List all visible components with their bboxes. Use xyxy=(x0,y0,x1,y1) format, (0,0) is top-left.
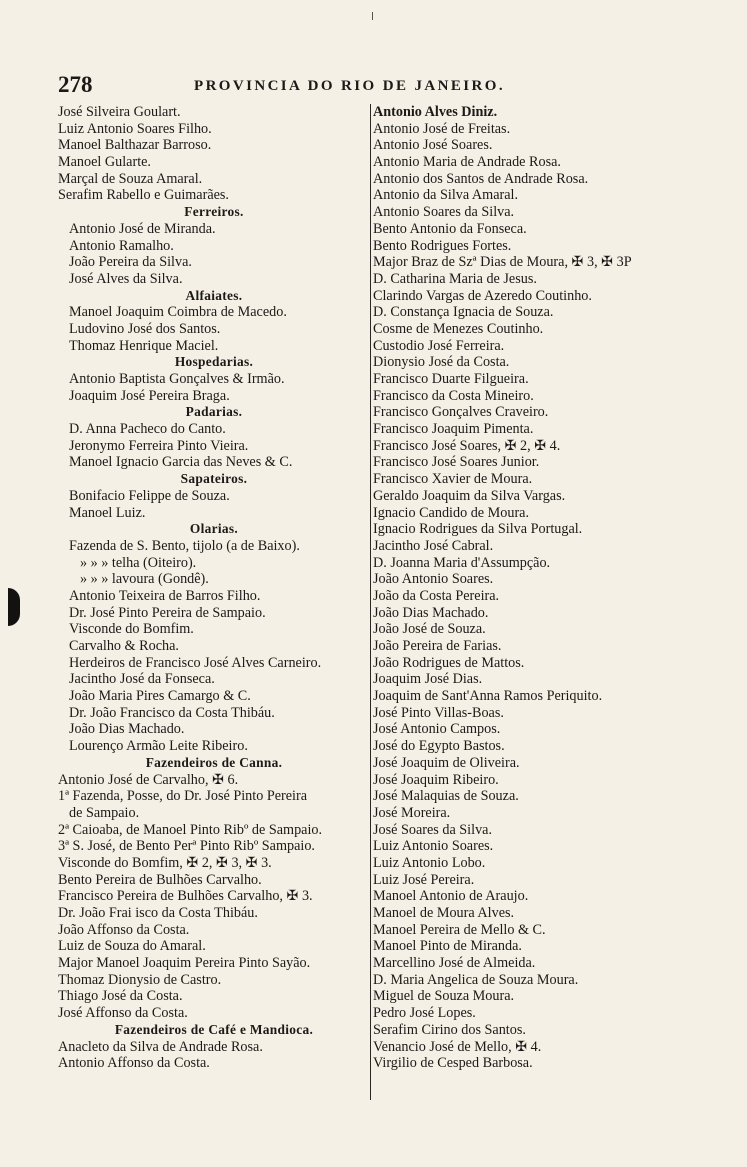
right-column-list-item: D. Maria Angelica de Souza Moura. xyxy=(373,971,579,988)
right-column-list-item: Virgilio de Cesped Barbosa. xyxy=(373,1055,533,1072)
left-column-list-item: Thomaz Dionysio de Castro. xyxy=(58,971,222,988)
right-column-list-item: Jacintho José Cabral. xyxy=(373,537,494,554)
left-column-list-item: Joaquim José Pereira Braga. xyxy=(69,387,230,404)
left-column-list-item: Ludovino José dos Santos. xyxy=(69,320,221,337)
left-column-section-heading: Ferreiros. xyxy=(184,204,244,220)
left-column-list-item: » » » telha (Oiteiro). xyxy=(80,554,197,571)
left-column-list-item: Marçal de Souza Amaral. xyxy=(58,170,203,187)
left-column-list-item: Visconde do Bomfim, ✠ 2, ✠ 3, ✠ 3. xyxy=(58,854,272,871)
right-column-list-item: José Soares da Silva. xyxy=(373,821,493,838)
right-column-list-item: Clarindo Vargas de Azeredo Coutinho. xyxy=(373,287,592,304)
right-column-list-item: Francisco Joaquim Pimenta. xyxy=(373,421,534,438)
right-column-list-item: João Dias Machado. xyxy=(373,604,489,621)
left-column-section-heading: Fazendeiros de Café e Mandioca. xyxy=(114,1021,314,1037)
right-column-list-item: José Joaquim de Oliveira. xyxy=(373,754,520,771)
right-column-list-item: José do Egypto Bastos. xyxy=(373,738,505,755)
right-column-list-item: Custodio José Ferreira. xyxy=(373,337,505,354)
right-column-list-item: Manoel Pereira de Mello & C. xyxy=(373,921,546,938)
right-column-list-item: Francisco José Soares Junior. xyxy=(373,454,540,471)
right-column-list-item: Geraldo Joaquim da Silva Vargas. xyxy=(373,487,566,504)
right-column-list-item: Marcellino José de Almeida. xyxy=(373,955,536,972)
left-column-list-item: José Alves da Silva. xyxy=(69,270,183,287)
left-column-list-item: Bento Pereira de Bulhões Carvalho. xyxy=(58,871,262,888)
right-column-list-item: Francisco Duarte Filgueira. xyxy=(373,371,529,387)
right-column-list-item: Luiz José Pereira. xyxy=(373,871,475,888)
left-column-list-item: Antonio Ramalho. xyxy=(69,237,174,254)
left-column-list-item: Antonio Baptista Gonçalves & Irmão. xyxy=(69,371,285,387)
right-column-list-item: João Rodrigues de Mattos. xyxy=(373,654,525,671)
right-column-list-item: Manoel Antonio de Araujo. xyxy=(373,888,529,905)
scan-artifact-tick xyxy=(372,12,373,20)
right-column-list-item: Antonio Soares da Silva. xyxy=(373,204,515,221)
left-column-list-item: 3ª S. José, de Bento Perª Pinto Ribº Sampaio. xyxy=(58,838,315,855)
right-column-list-item: João José de Souza. xyxy=(373,621,486,638)
left-column-list-item: Visconde do Bomfim. xyxy=(69,621,194,638)
right-column-list-item: Miguel de Souza Moura. xyxy=(373,988,515,1005)
left-column-list-item: Lourenço Armão Leite Ribeiro. xyxy=(69,738,248,755)
left-column-list-item: Luiz Antonio Soares Filho. xyxy=(58,120,212,137)
right-column-list-item: Manoel de Moura Alves. xyxy=(373,905,515,921)
left-column-list-item: Herdeiros de Francisco José Alves Carneiro. xyxy=(69,654,322,671)
left-column-list-item: de Sampaio. xyxy=(69,804,140,821)
right-column-list-item: João Pereira de Farias. xyxy=(373,638,502,654)
left-column-list-item: Antonio Teixeira de Barros Filho. xyxy=(69,587,261,604)
left-column-list-item: 2ª Caioaba, de Manoel Pinto Ribº de Sampaio. xyxy=(58,821,323,838)
right-column-list-item: Francisco Gonçalves Craveiro. xyxy=(373,404,549,421)
left-column-list-item: D. Anna Pacheco do Canto. xyxy=(69,421,226,438)
right-column-list-item: Major Braz de Szª Dias de Moura, ✠ 3, ✠ 3P xyxy=(373,254,632,271)
right-column-list-item: Ignacio Rodrigues da Silva Portugal. xyxy=(373,521,583,538)
page-number: 278 xyxy=(58,72,93,97)
right-column-list-item: José Moreira. xyxy=(373,804,451,821)
right-column-list-item: Bento Antonio da Fonseca. xyxy=(373,220,527,237)
right-column-list-item: Antonio dos Santos de Andrade Rosa. xyxy=(373,170,589,187)
right-column-list-item: Antonio José de Freitas. xyxy=(373,120,511,137)
right-column-list-item: Francisco da Costa Mineiro. xyxy=(373,387,534,404)
right-column-list-item: Antonio da Silva Amaral. xyxy=(373,187,519,204)
right-column-list-item: Venancio José de Mello, ✠ 4. xyxy=(373,1038,542,1055)
right-column-list-item: Cosme de Menezes Coutinho. xyxy=(373,320,544,337)
left-column-list-item: Bonifacio Felippe de Souza. xyxy=(69,487,230,504)
left-column-section-heading: Sapateiros. xyxy=(180,471,248,487)
right-column-list-item: José Antonio Campos. xyxy=(373,721,501,738)
right-column-list-item: Antonio Maria de Andrade Rosa. xyxy=(373,154,561,171)
left-column-list-item: Major Manoel Joaquim Pereira Pinto Sayão. xyxy=(58,955,311,972)
left-column-list-item: Thomaz Henrique Maciel. xyxy=(69,337,219,354)
left-column-list-item: » » » lavoura (Gondê). xyxy=(80,571,209,588)
right-column-list-item: Bento Rodrigues Fortes. xyxy=(373,237,512,254)
binding-edge-mark xyxy=(8,588,20,626)
left-column-list-item: Jeronymo Ferreira Pinto Vieira. xyxy=(69,437,249,454)
right-column-list-item: D. Catharina Maria de Jesus. xyxy=(373,270,537,287)
left-column-list-item: Antonio Affonso da Costa. xyxy=(58,1055,210,1072)
left-column-section-heading: Fazendeiros de Canna. xyxy=(145,754,283,770)
left-column-list-item: Thiago José da Costa. xyxy=(58,988,183,1005)
left-column-list-item: Serafim Rabello e Guimarães. xyxy=(58,187,229,204)
right-column-list-item: Francisco Xavier de Moura. xyxy=(373,471,533,488)
right-column-list-item: José Malaquias de Souza. xyxy=(373,788,519,805)
right-column-list-item: Joaquim de Sant'Anna Ramos Periquito. xyxy=(373,688,603,705)
left-column-list-item: Antonio José de Miranda. xyxy=(69,220,216,237)
left-column-list-item: João Maria Pires Camargo & C. xyxy=(69,688,251,705)
left-column-list-item: Antonio José de Carvalho, ✠ 6. xyxy=(58,771,239,788)
right-column-list-item: Antonio José Soares. xyxy=(373,137,493,154)
left-column-section-heading: Alfaiates. xyxy=(185,287,243,303)
left-column-list-item: João Affonso da Costa. xyxy=(58,921,190,938)
left-column-section-heading: Hospedarias. xyxy=(174,354,254,370)
left-column-list-item: Francisco Pereira de Bulhões Carvalho, ✠ 3. xyxy=(58,888,313,905)
right-column-list-item: José Pinto Villas-Boas. xyxy=(373,704,504,721)
right-column-list-item: Francisco José Soares, ✠ 2, ✠ 4. xyxy=(373,437,561,454)
right-column-list-item: Ignacio Candido de Moura. xyxy=(373,504,530,521)
right-column-list-item: Manoel Pinto de Miranda. xyxy=(373,938,522,955)
page-header xyxy=(58,72,558,98)
left-column-list-item: Manoel Balthazar Barroso. xyxy=(58,137,212,154)
right-column-list-item: Joaquim José Dias. xyxy=(373,671,483,688)
left-column-list-item: Manoel Ignacio Garcia das Neves & C. xyxy=(69,454,293,471)
right-column-list-item: José Joaquim Ribeiro. xyxy=(373,771,499,788)
left-column-list-item: 1ª Fazenda, Posse, do Dr. José Pinto Pereira xyxy=(58,788,308,805)
left-column-list-item: Manoel Gularte. xyxy=(58,154,151,171)
right-column-list-item: Pedro José Lopes. xyxy=(373,1005,476,1022)
left-column-list-item: Manoel Joaquim Coimbra de Macedo. xyxy=(69,304,287,321)
right-column-list-item: Luiz Antonio Soares. xyxy=(373,838,494,855)
left-column-list-item: Dr. João Francisco da Costa Thibáu. xyxy=(69,704,275,721)
column-divider xyxy=(370,104,371,1100)
left-column-list-item: José Silveira Goulart. xyxy=(58,104,181,120)
left-column xyxy=(58,104,370,1072)
left-column-list-item: Carvalho & Rocha. xyxy=(69,638,179,654)
right-column-list-item: João da Costa Pereira. xyxy=(373,587,500,604)
left-column-list-item: José Affonso da Costa. xyxy=(58,1005,188,1022)
right-column-list-item: D. Constança Ignacia de Souza. xyxy=(373,304,554,321)
left-column-list-item: Luiz de Souza do Amaral. xyxy=(58,938,206,955)
running-head: PROVINCIA DO RIO DE JANEIRO. xyxy=(194,78,505,94)
left-column-list-item: Fazenda de S. Bento, tijolo (a de Baixo). xyxy=(69,537,300,554)
left-column-list-item: Dr. João Frai isco da Costa Thibáu. xyxy=(58,905,258,921)
left-column-list-item: Dr. José Pinto Pereira de Sampaio. xyxy=(69,604,266,621)
right-column xyxy=(373,104,673,1072)
right-column-list-item: D. Joanna Maria d'Assumpção. xyxy=(373,554,551,571)
left-column-section-heading: Padarias. xyxy=(185,404,243,420)
right-column-list-item: Antonio Alves Diniz. xyxy=(373,104,498,120)
left-column-list-item: Anacleto da Silva de Andrade Rosa. xyxy=(58,1038,263,1055)
left-column-list-item: João Pereira da Silva. xyxy=(69,254,192,271)
right-column-list-item: Luiz Antonio Lobo. xyxy=(373,854,486,871)
left-column-list-item: João Dias Machado. xyxy=(69,721,185,738)
left-column-section-heading: Olarias. xyxy=(189,521,239,537)
right-column-list-item: Serafim Cirino dos Santos. xyxy=(373,1021,526,1038)
right-column-list-item: Dionysio José da Costa. xyxy=(373,354,510,371)
left-column-list-item: Jacintho José da Fonseca. xyxy=(69,671,215,688)
left-column-list-item: Manoel Luiz. xyxy=(69,504,146,521)
right-column-list-item: João Antonio Soares. xyxy=(373,571,494,588)
